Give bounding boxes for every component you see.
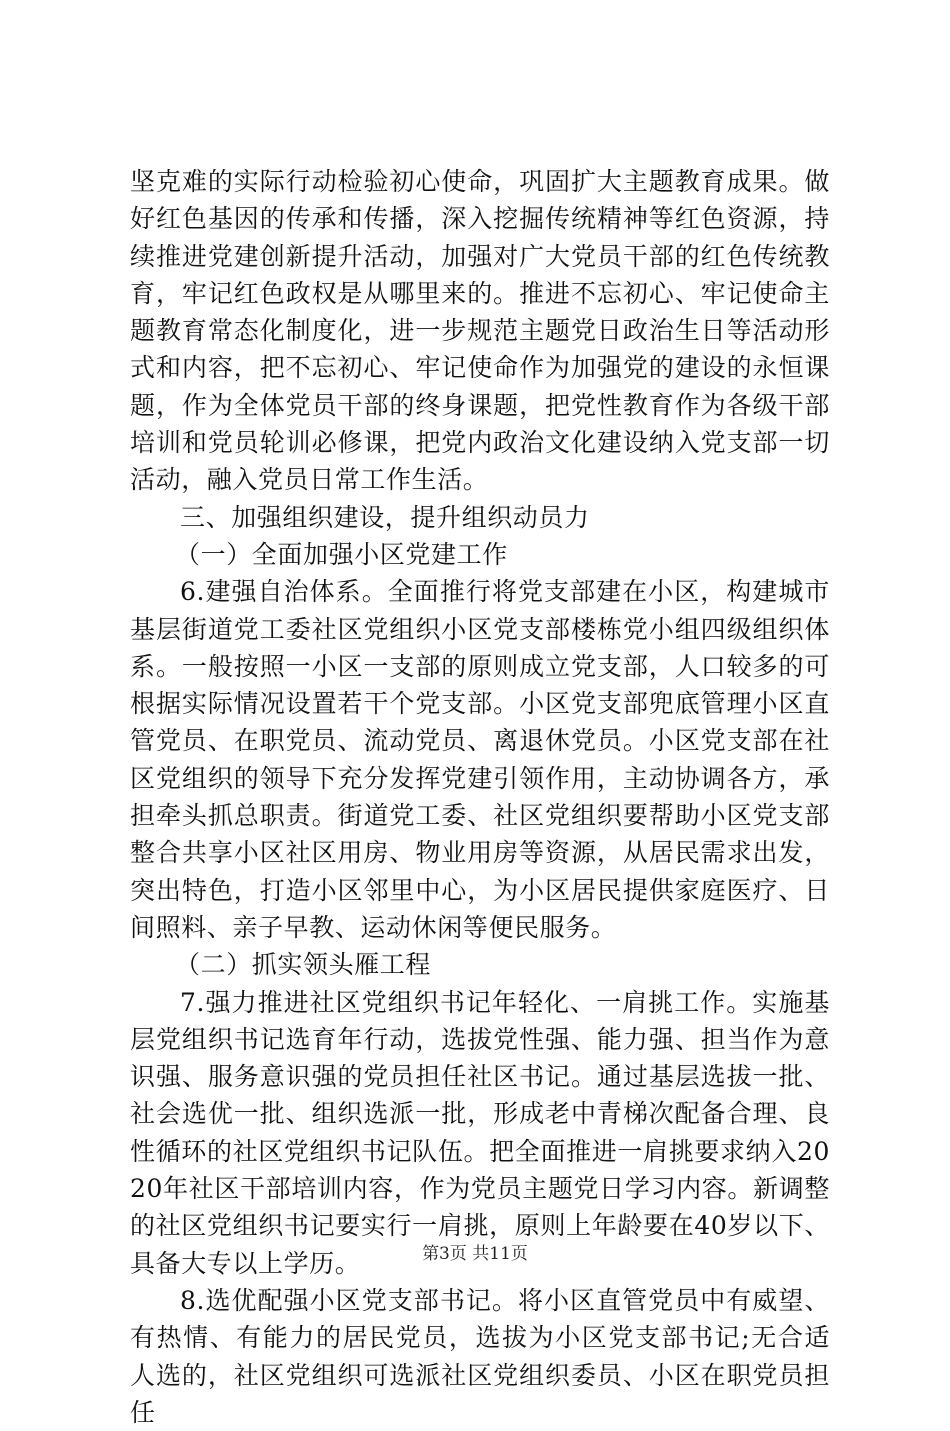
paragraph-continued: 坚克难的实际行动检验初心使命，巩固扩大主题教育成果。做好红色基因的传承和传播，深入挖掘传统精神等红色资源，持续推进党建创新提升活动，加强对广大党员干部的红色传统教育，牢记红色政权是从哪里来的。推进不忘初心、牢记使命主题教育常态化制度化，进一步规范主题党日政治生日等活动形式和内容，把不忘初心、牢记使命作为加强党的建设的永恒课题，作为全体党员干部的终身课题，把党性教育作为各级干部培训和党员轮训必修课，把党内政治文化建设纳入党支部一切活动，融入党员日常工作生活。: [130, 167, 830, 495]
paragraph-item-7: 7.强力推进社区党组织书记年轻化、一肩挑工作。实施基层党组织书记选育年行动，选拔党性强、能力强、担当作为意识强、服务意识强的党员担任社区书记。通过基层选拔一批、社会选优一批、组织选派一批，形成老中青梯次配备合理、良性循环的社区党组织书记队伍。把全面推进一肩挑要求纳入2020年社区干部培训内容，作为党员主题党日学习内容。新调整的社区党组织书记要实行一肩挑，原则上年龄要在40岁以下、具备大专以上学历。: [130, 987, 830, 1278]
document-body: [130, 163, 830, 1431]
subsection-heading-1: （一）全面加强小区党建工作: [175, 539, 508, 569]
subsection-heading-2: （二）抓实领头雁工程: [175, 950, 432, 980]
page-footer: 第3页 共11页: [422, 1244, 528, 1264]
section-heading: 三、加强组织建设，提升组织动员力: [180, 502, 590, 532]
paragraph-item-6: 6.建强自治体系。全面推行将党支部建在小区，构建城市基层街道党工委社区党组织小区党支部楼栋党小组四级组织体系。一般按照一小区一支部的原则成立党支部，人口较多的可根据实际情况设置若干个党支部。小区党支部兜底管理小区直管党员、在职党员、流动党员、离退休党员。小区党支部在社区党组织的领导下充分发挥党建引领作用，主动协调各方，承担牵头抓总职责。街道党工委、社区党组织要帮助小区党支部整合共享小区社区用房、物业用房等资源，从居民需求出发，突出特色，打造小区邻里中心，为小区居民提供家庭医疗、日间照料、亲子早教、运动休闲等便民服务。: [130, 577, 830, 942]
paragraph-item-8: 8.选优配强小区党支部书记。将小区直管党员中有威望、有热情、有能力的居民党员，选拔为小区党支部书记;无合适人选的，社区党组织可选派社区党组织委员、小区在职党员担任: [130, 1285, 830, 1427]
